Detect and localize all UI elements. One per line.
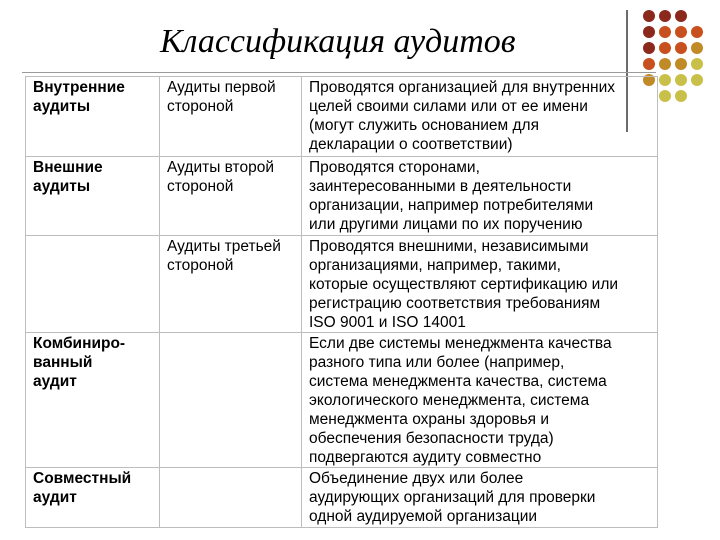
dot [643, 26, 655, 38]
table-row [26, 77, 658, 157]
table-row [26, 236, 658, 333]
audit-party-cell: Аудиты первой стороной [160, 77, 302, 157]
audit-description-cell: Если две системы менеджмента качества разного типа или более (например, система менеджмента качества, система экологического менеджмента, система менеджмента охраны здоровья и обеспечения безопасности труда) подвергаются аудиту совместно [302, 333, 658, 468]
audit-description-cell: Объединение двух или более аудирующих организаций для проверки одной аудируемой организации [302, 468, 658, 528]
dot [691, 74, 703, 86]
dot [675, 10, 687, 22]
audit-classification-table [25, 76, 658, 528]
audit-description-cell: Проводятся внешними, независимыми организациями, например, такими, которые осуществляют сертификацию или регистрацию соответствия требованиям ISO 9001 и ISO 14001 [302, 236, 658, 333]
table-row [26, 468, 658, 528]
dot [659, 58, 671, 70]
dot [643, 58, 655, 70]
dot [675, 58, 687, 70]
audit-type-cell: Внешние аудиты [26, 157, 160, 236]
title-underline [22, 72, 656, 73]
table-row [26, 333, 658, 468]
dot [643, 10, 655, 22]
dot [675, 26, 687, 38]
audit-party-cell: Аудиты третьей стороной [160, 236, 302, 333]
dot [691, 58, 703, 70]
audit-type-cell: Внутренние аудиты [26, 77, 160, 157]
audit-description-cell: Проводятся организацией для внутренних целей своими силами или от ее имени (могут служить основанием для декларации о соответствии) [302, 77, 658, 157]
dot [691, 26, 703, 38]
dot [675, 90, 687, 102]
dot [643, 42, 655, 54]
dot [659, 74, 671, 86]
dot [659, 26, 671, 38]
dot [675, 74, 687, 86]
audit-description-cell: Проводятся сторонами, заинтересованными в деятельности организации, например потребителями или другими лицами по их поручению [302, 157, 658, 236]
dot [659, 42, 671, 54]
dot [659, 90, 671, 102]
slide-title: Классификация аудитов [160, 23, 516, 60]
audit-party-cell [160, 333, 302, 468]
dot [675, 42, 687, 54]
dot [691, 42, 703, 54]
audit-type-cell [26, 236, 160, 333]
dot [659, 10, 671, 22]
audit-type-cell: Комбиниро- ванный аудит [26, 333, 160, 468]
audit-party-cell [160, 468, 302, 528]
audit-party-cell: Аудиты второй стороной [160, 157, 302, 236]
table-row [26, 157, 658, 236]
audit-type-cell: Совместный аудит [26, 468, 160, 528]
